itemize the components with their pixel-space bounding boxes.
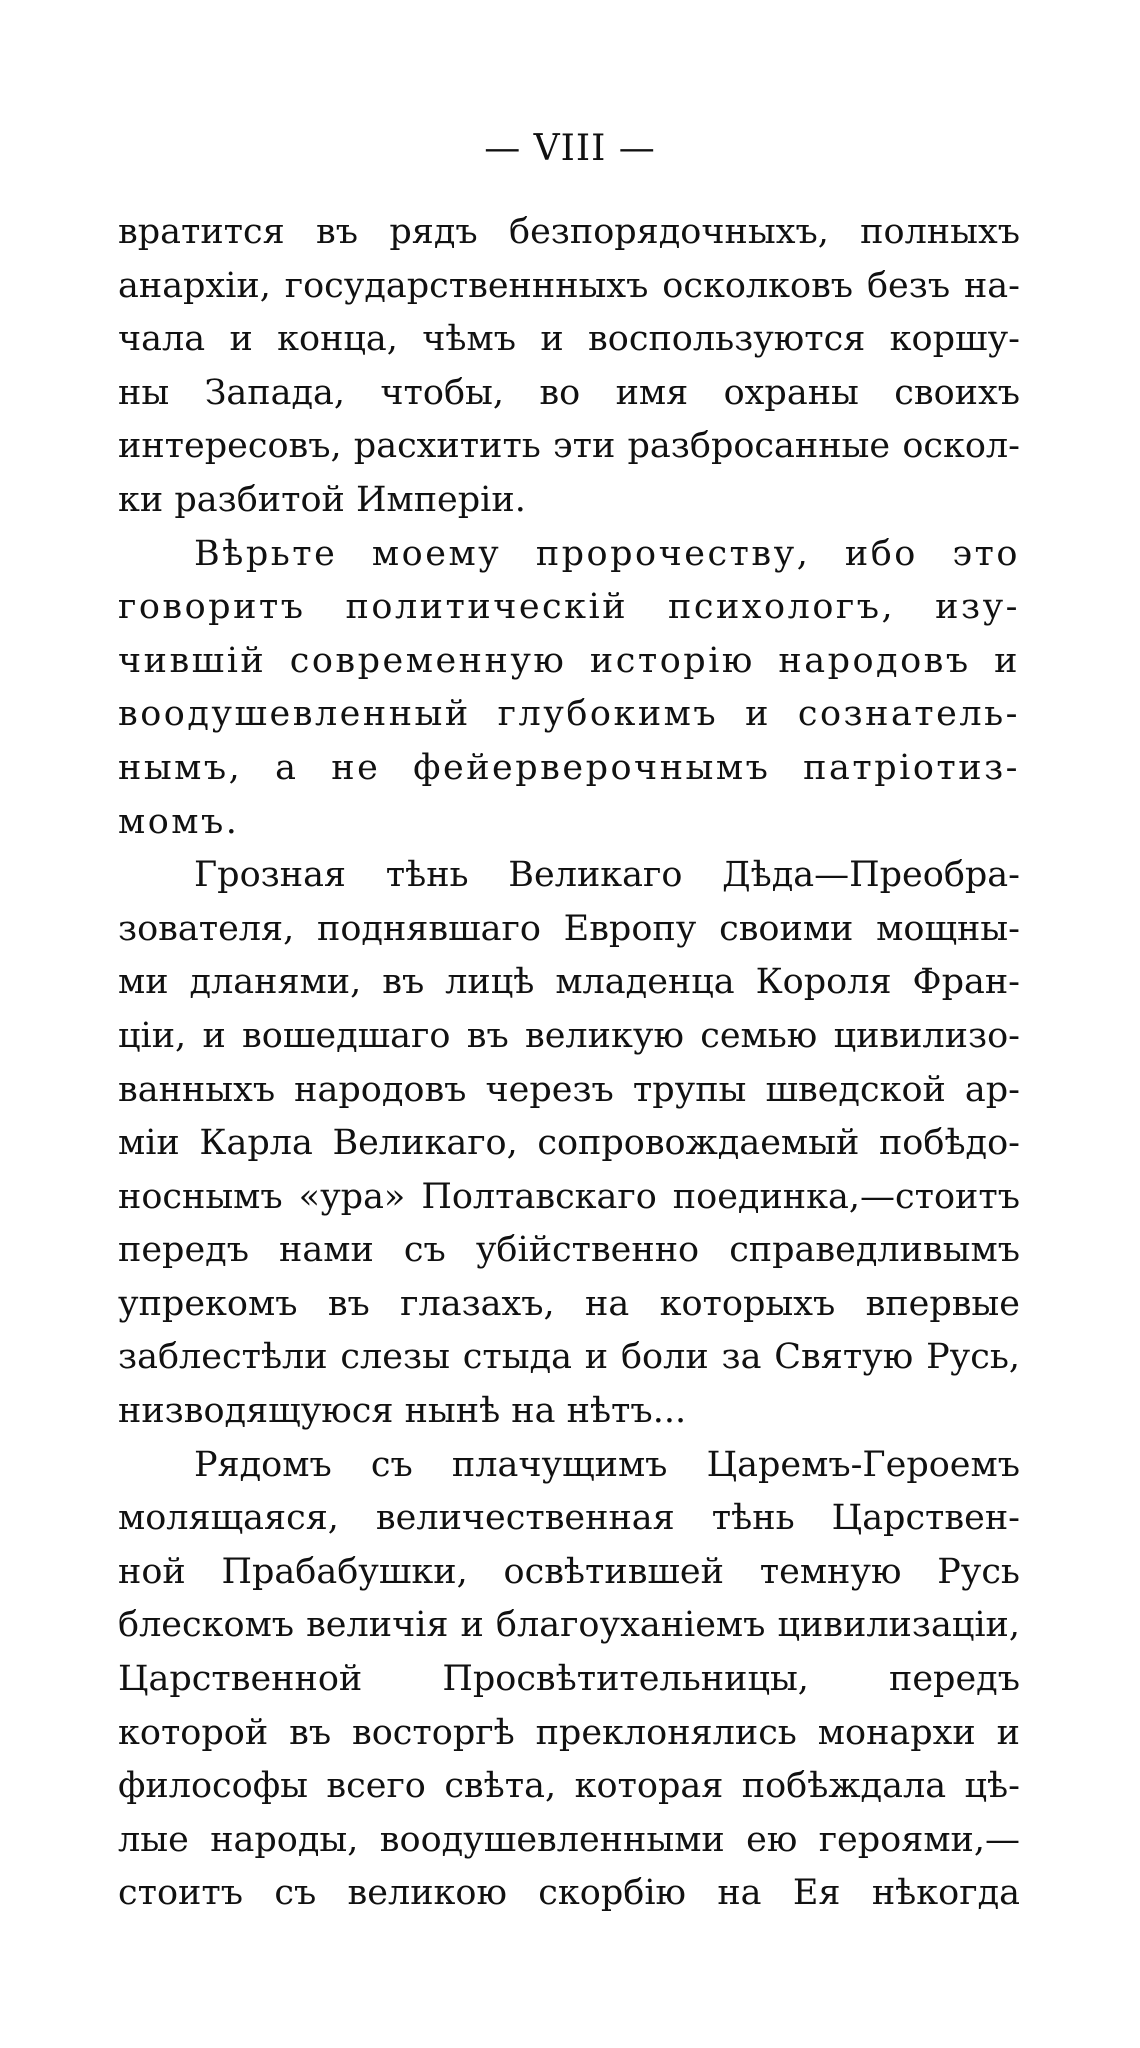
text-line: момъ. (118, 801, 240, 842)
text-line: упрекомъ въ глазахъ, на которыхъ впервые (118, 1283, 1020, 1324)
text-line: которой въ восторгѣ преклонялись монархи и (118, 1712, 1020, 1753)
text-line: носнымъ «ура» Полтавскаго поединка,—стоитъ (118, 1176, 1020, 1217)
text-line: лые народы, воодушевленными ею героями,— (118, 1819, 1020, 1860)
text-line: ми дланями, въ лицѣ младенца Короля Фран- (118, 962, 1020, 1003)
text-line: стоитъ съ великою скорбію на Ея нѣкогда (118, 1873, 1020, 1914)
text-line: чала и конца, чѣмъ и воспользуются коршу- (118, 319, 1020, 360)
text-line: интересовъ, расхитить эти разбросанные оскол- (118, 426, 1020, 467)
text-line: міи Карла Великаго, сопровождаемый побѣдо- (118, 1123, 1020, 1164)
text-line: анархіи, государственнныхъ осколковъ безъ на- (118, 265, 1020, 306)
text-line: ки разбитой Имперіи. (118, 479, 526, 520)
text-line: ціи, и вошедшаго въ великую семью цивилизо- (118, 1015, 1020, 1056)
text-line: Рядомъ съ плачущимъ Царемъ-Героемъ (194, 1444, 1020, 1485)
text-line: Царственной Просвѣтительницы, передъ (118, 1659, 1020, 1700)
text-line: Вѣрьте моему пророчеству, ибо это (194, 533, 1020, 574)
text-line: ванныхъ народовъ черезъ трупы шведской ар- (118, 1069, 1020, 1110)
text-line: ны Запада, чтобы, во имя охраны своихъ (118, 372, 1020, 413)
text-line: блескомъ величія и благоуханіемъ цивилизаціи, (118, 1605, 1020, 1646)
text-line: низводящуюся нынѣ на нѣтъ... (118, 1391, 687, 1432)
text-line: заблестѣли слезы стыда и боли за Святую Русь, (118, 1337, 1020, 1378)
body-text (118, 206, 1020, 1921)
text-line: передъ нами съ убійственно справедливымъ (118, 1230, 1020, 1271)
page-number: — VIII — (484, 128, 656, 169)
text-line: нымъ, а не фейерверочнымъ патріотиз- (118, 747, 1020, 788)
text-line: воодушевленный глубокимъ и сознатель- (118, 694, 1020, 735)
text-line: ной Прабабушки, освѣтившей темную Русь (118, 1551, 1020, 1592)
text-line: чившій современную исторію народовъ и (118, 640, 1020, 681)
text-line: говоритъ политическій психологъ, изу- (118, 587, 1020, 628)
text-line: вратится въ рядъ безпорядочныхъ, полныхъ (118, 212, 1020, 252)
text-line: молящаяся, величественная тѣнь Царствен- (118, 1498, 1020, 1539)
text-line: философы всего свѣта, которая побѣждала цѣ- (118, 1766, 1020, 1807)
text-line: Грозная тѣнь Великаго Дѣда—Преобра- (194, 855, 1020, 896)
text-line: зователя, поднявшаго Европу своими мощны- (118, 908, 1020, 949)
